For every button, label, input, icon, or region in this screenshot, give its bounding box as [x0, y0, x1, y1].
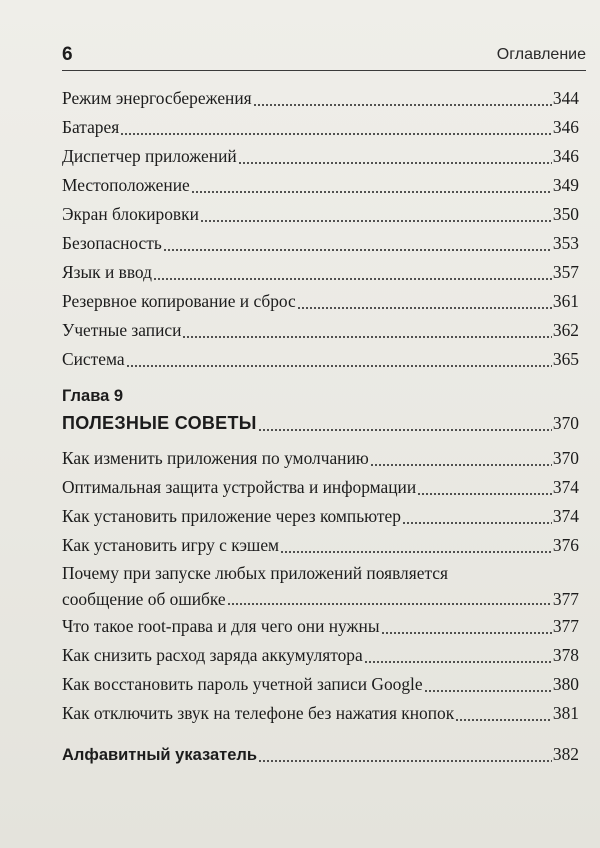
dot-leader — [364, 661, 552, 663]
toc-entry-title: Что такое root-права и для чего они нужны — [62, 616, 380, 636]
dot-leader — [153, 278, 552, 280]
toc-entry-page: 349 — [552, 175, 579, 195]
dot-leader — [297, 307, 552, 309]
toc-entry-page: 353 — [552, 233, 579, 253]
dot-leader — [182, 336, 551, 338]
dot-leader — [163, 249, 552, 251]
toc-entry[interactable] — [62, 316, 579, 345]
toc-entry-title: Как установить игру с кэшем — [62, 535, 280, 555]
toc-entry-page: 357 — [552, 262, 579, 282]
toc-entry-title: Резервное копирование и сброс — [62, 291, 296, 311]
toc-entry-page: 377 — [552, 589, 579, 609]
toc-entry-title: Батарея — [62, 117, 120, 137]
toc-entry-title: Как изменить приложения по умолчанию — [62, 448, 369, 468]
toc-entry[interactable] — [62, 641, 579, 670]
toc-entry[interactable] — [62, 287, 579, 316]
toc-entry-page: 376 — [552, 535, 579, 555]
toc-entry-page: 377 — [552, 616, 579, 636]
toc-entry[interactable] — [62, 444, 579, 473]
toc-entry-title: Как восстановить пароль учетной записи Google — [62, 674, 423, 694]
index-page: 382 — [552, 744, 579, 764]
toc-entry-page: 378 — [552, 645, 579, 665]
toc-entry-page: 370 — [552, 448, 579, 468]
dot-leader — [238, 162, 552, 164]
toc-entry-title-line1: Почему при запуске любых приложений появляется — [62, 563, 448, 583]
dot-leader — [455, 719, 552, 721]
toc-entry[interactable] — [62, 531, 579, 560]
toc-entry-title: Диспетчер приложений — [62, 146, 237, 166]
toc-entry[interactable] — [62, 699, 579, 728]
running-title: Оглавление — [496, 46, 586, 63]
index-entry[interactable] — [62, 740, 579, 769]
toc-entry[interactable] — [62, 171, 579, 200]
toc-entry-title: Как установить приложение через компьютер — [62, 506, 401, 526]
table-of-contents — [62, 84, 579, 769]
toc-entry-page: 374 — [552, 477, 579, 497]
toc-entry[interactable] — [62, 229, 579, 258]
dot-leader — [370, 464, 552, 466]
dot-leader — [191, 191, 552, 193]
toc-entry-page: 380 — [552, 674, 579, 694]
toc-entry-title: Как снизить расход заряда аккумулятора — [62, 645, 363, 665]
toc-entry[interactable] — [62, 113, 579, 142]
toc-entry-page: 381 — [552, 703, 579, 723]
toc-entry-title: Оптимальная защита устройства и информации — [62, 477, 417, 497]
toc-entry-title: Местоположение — [62, 175, 190, 195]
dot-leader — [381, 632, 552, 634]
toc-entry-title: Язык и ввод — [62, 262, 152, 282]
toc-entry[interactable] — [62, 142, 579, 171]
page-number: 6 — [62, 44, 73, 65]
dot-leader — [126, 365, 552, 367]
dot-leader — [424, 690, 552, 692]
toc-entry-title: Экран блокировки — [62, 204, 199, 224]
dot-leader — [253, 104, 552, 106]
toc-entry-page: 361 — [552, 291, 579, 311]
dot-leader — [280, 551, 552, 553]
dot-leader — [402, 522, 552, 524]
dot-leader — [200, 220, 552, 222]
toc-entry[interactable] — [62, 200, 579, 229]
toc-entry[interactable] — [62, 560, 579, 612]
toc-entry-page: 362 — [552, 320, 579, 340]
chapter-label: Глава 9 — [62, 387, 124, 405]
toc-entry-title: Режим энергосбережения — [62, 88, 252, 108]
toc-entry-page: 346 — [552, 146, 579, 166]
toc-entry[interactable] — [62, 84, 579, 113]
toc-entry-title: Учетные записи — [62, 320, 182, 340]
dot-leader — [258, 429, 552, 431]
toc-entry-page: 346 — [552, 117, 579, 137]
toc-entry-page: 350 — [552, 204, 579, 224]
toc-entry[interactable] — [62, 612, 579, 641]
toc-entry[interactable] — [62, 473, 579, 502]
dot-leader — [120, 133, 552, 135]
toc-entry-page: 344 — [552, 88, 579, 108]
toc-entry-title-line2: сообщение об ошибке — [62, 589, 226, 609]
toc-entry[interactable] — [62, 345, 579, 374]
toc-entry-title: Как отключить звук на телефоне без нажатия кнопок — [62, 703, 455, 723]
toc-entry-title: Система — [62, 349, 125, 369]
chapter-title: ПОЛЕЗНЫЕ СОВЕТЫ — [62, 413, 257, 433]
dot-leader — [417, 493, 552, 495]
dot-leader — [258, 760, 552, 762]
toc-entry-page: 365 — [552, 349, 579, 369]
toc-entry-title: Безопасность — [62, 233, 162, 253]
dot-leader — [227, 603, 552, 605]
page-header — [62, 44, 586, 71]
chapter-page: 370 — [552, 413, 579, 433]
toc-entry[interactable] — [62, 670, 579, 699]
toc-entry[interactable] — [62, 502, 579, 531]
toc-entry[interactable] — [62, 258, 579, 287]
index-title: Алфавитный указатель — [62, 746, 258, 764]
chapter-title-entry[interactable] — [62, 408, 579, 438]
toc-entry-page: 374 — [552, 506, 579, 526]
